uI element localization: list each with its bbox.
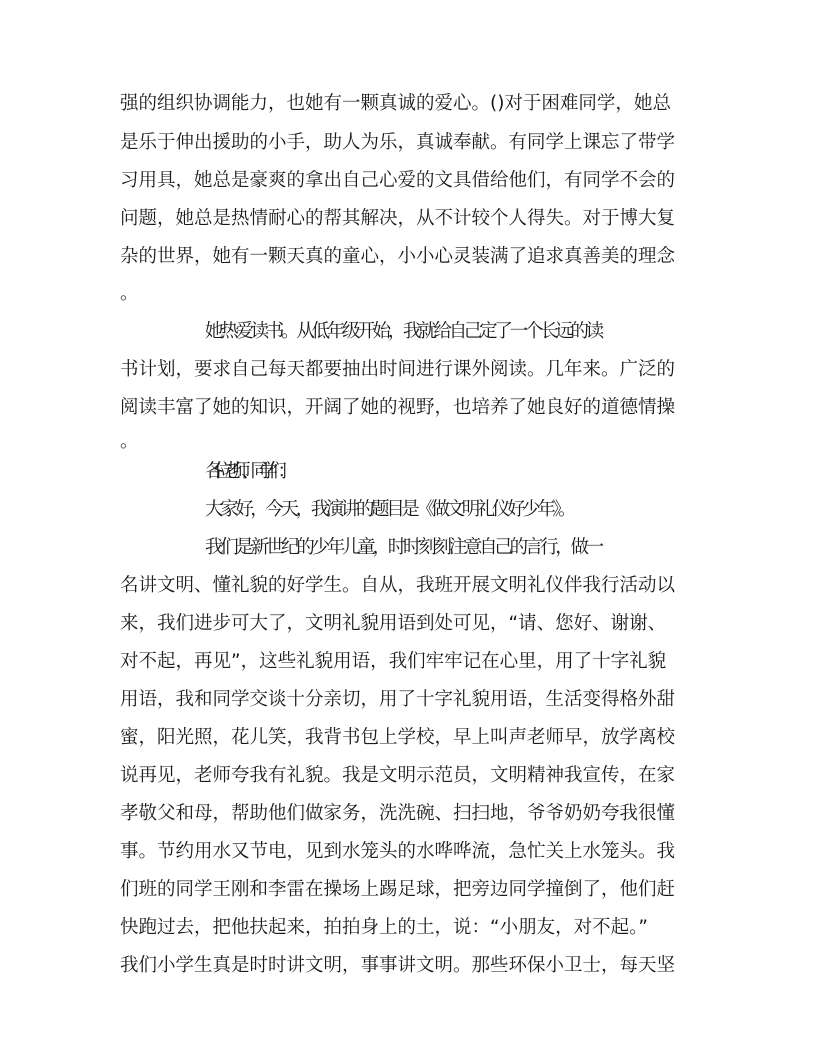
text-line: 阅读丰富了她的知识，开阔了她的视野，也培养了她良好的道德情操 [120, 397, 676, 418]
text-line: 孝敬父和母，帮助他们做家务，洗洗碗、扫扫地，爷爷奶奶夸我很懂 [120, 803, 676, 824]
salutation-line: 各位老师、同学们： [205, 461, 287, 482]
text-line: 我们小学生真是时时讲文明，事事讲文明。那些环保小卫士，每天坚 [120, 955, 676, 976]
paragraph-start-line: 她热爱读书。从低年级开始，我就给自己定了一个长远的读 [205, 321, 602, 342]
text-line: 说再见，老师夸我有礼貌。我是文明示范员，文明精神我宣传，在家 [120, 765, 676, 786]
text-line: 蜜，阳光照，花儿笑，我背书包上学校，早上叫声老师早，放学离校 [120, 727, 676, 748]
text-line: 们班的同学王刚和李雷在操场上踢足球，把旁边同学撞倒了，他们赶 [120, 879, 676, 900]
paragraph-start-line: 我们是新世纪的少年儿童，时时刻刻注意自己的言行，做一 [205, 537, 602, 558]
text-line: 对不起，再见”，这些礼貌用语，我们牢牢记在心里，用了十字礼貌 [120, 651, 667, 672]
text-line: 杂的世界，她有一颗天真的童心，小小心灵装满了追求真善美的理念 [120, 246, 676, 267]
text-line: 是乐于伸出援助的小手，助人为乐，真诚奉献。有同学上课忘了带学 [120, 132, 676, 153]
text-line: 事。节约用水又节电，见到水笼头的水哗哗流，急忙关上水笼头。我 [120, 841, 676, 862]
text-line: 书计划，要求自己每天都要抽出时间进行课外阅读。几年来。广泛的 [120, 359, 676, 380]
text-line: 用语，我和同学交谈十分亲切，用了十字礼貌用语，生活变得格外甜 [120, 689, 676, 710]
text-line: 。 [120, 431, 139, 452]
text-line: 快跑过去，把他扶起来，拍拍身上的土，说：“小朋友，对不起。” [120, 917, 648, 938]
text-line: 名讲文明、懂礼貌的好学生。自从，我班开展文明礼仪伴我行活动以 [120, 575, 676, 596]
text-line: 。 [120, 283, 139, 304]
text-line: 强的组织协调能力，也她有一颗真诚的爱心。()对于困难同学，她总 [120, 93, 671, 114]
text-line: 习用具，她总是豪爽的拿出自己心爱的文具借给他们，有同学不会的 [120, 170, 676, 191]
text-line: 问题，她总是热情耐心的帮其解决，从不计较个人得失。对于博大复 [120, 208, 676, 229]
text-line: 来，我们进步可大了，文明礼貌用语到处可见，“请、您好、谢谢、 [120, 613, 667, 634]
speech-title-line: 大家好，今天，我演讲的题目是《做文明礼仪好少年》。 [205, 499, 574, 520]
